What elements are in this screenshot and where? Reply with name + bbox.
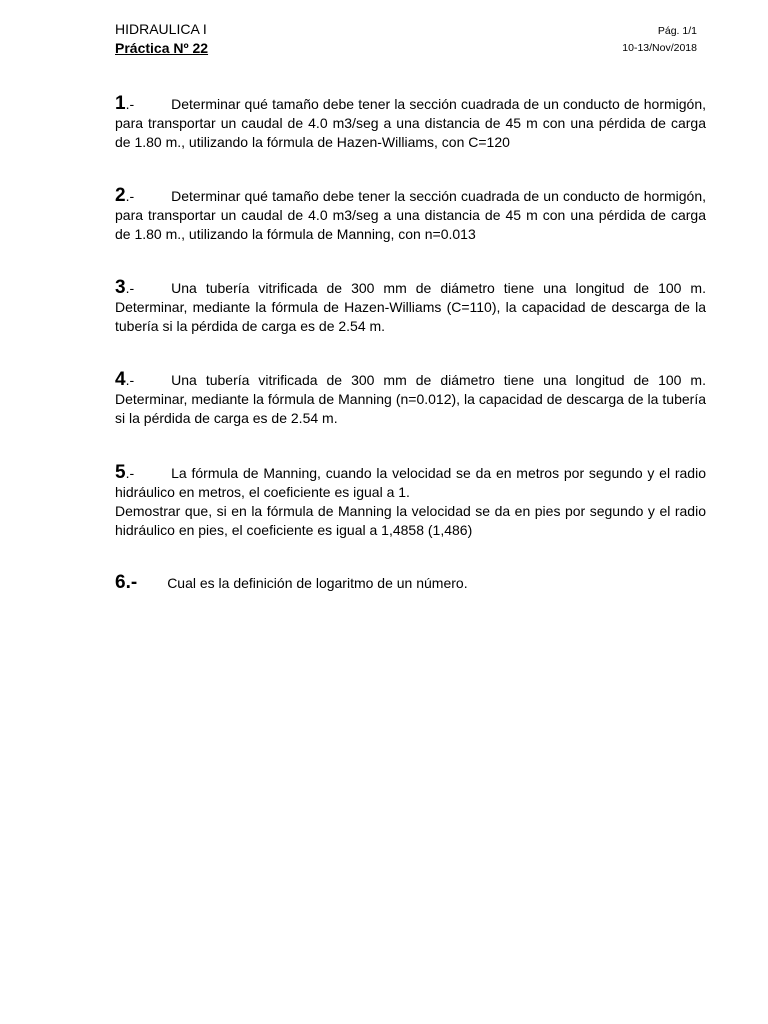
- problem-number: 6.-: [115, 572, 138, 593]
- problem-2: [115, 186, 706, 244]
- problem-4: [115, 370, 706, 428]
- problem-text: Cual es la definición de logaritmo de un número.: [167, 575, 468, 591]
- problem-3: [115, 278, 706, 336]
- document-date: 10-13/Nov/2018: [622, 42, 697, 54]
- problem-separator: .-: [125, 465, 135, 481]
- course-title: HIDRAULICA I: [115, 21, 207, 37]
- problem-6: [115, 573, 706, 593]
- page-number: Pág. 1/1: [657, 25, 697, 37]
- problem-number: 2: [115, 185, 126, 206]
- problem-text: Una tubería vitrificada de 300 mm de diámetro tiene una longitud de 100 m. Determinar, mediante la fórmula de Hazen-Williams (C=110), la capacidad de descarga de la tubería si la pérdida de carga es de 2.54 m.: [115, 280, 706, 334]
- problem-text: Una tubería vitrificada de 300 mm de diámetro tiene una longitud de 100 m. Determinar, mediante la fórmula de Manning (n=0.012), la capacidad de descarga de la tubería si la pérdida de carga es de 2.54 m.: [115, 372, 706, 426]
- problem-1: [115, 94, 706, 152]
- problem-separator: .-: [125, 372, 135, 388]
- problem-number: 5: [115, 462, 126, 483]
- problem-list: [115, 94, 706, 593]
- problem-text: Determinar qué tamaño debe tener la sección cuadrada de un conducto de hormigón, para transportar un caudal de 4.0 m3/seg a una distancia de 45 m con una pérdida de carga de 1.80 m., utilizando la fórmula de Hazen-Williams, con C=120: [115, 96, 706, 150]
- problem-separator: .-: [125, 188, 135, 204]
- problem-text-continuation: Demostrar que, si en la fórmula de Manning la velocidad se da en pies por segundo y el radio hidráulico en pies, el coeficiente es igual a 1,4858 (1,486): [115, 503, 706, 538]
- practice-title: Práctica Nº 22: [115, 40, 209, 56]
- problem-text: La fórmula de Manning, cuando la velocidad se da en metros por segundo y el radio hidráulico en metros, el coeficiente es igual a 1.: [115, 465, 706, 500]
- problem-text: Determinar qué tamaño debe tener la sección cuadrada de un conducto de hormigón, para transportar un caudal de 4.0 m3/seg a una distancia de 45 m con una pérdida de carga de 1.80 m., utilizando la fórmula de Manning, con n=0.013: [115, 188, 706, 242]
- problem-number: 3: [115, 277, 126, 298]
- header-right: [622, 23, 697, 57]
- problem-5: [115, 463, 706, 540]
- problem-separator: .-: [125, 96, 135, 112]
- problem-number: 1: [115, 93, 126, 114]
- problem-separator: .-: [125, 280, 135, 296]
- header-left: [115, 20, 208, 58]
- problem-number: 4: [115, 369, 126, 390]
